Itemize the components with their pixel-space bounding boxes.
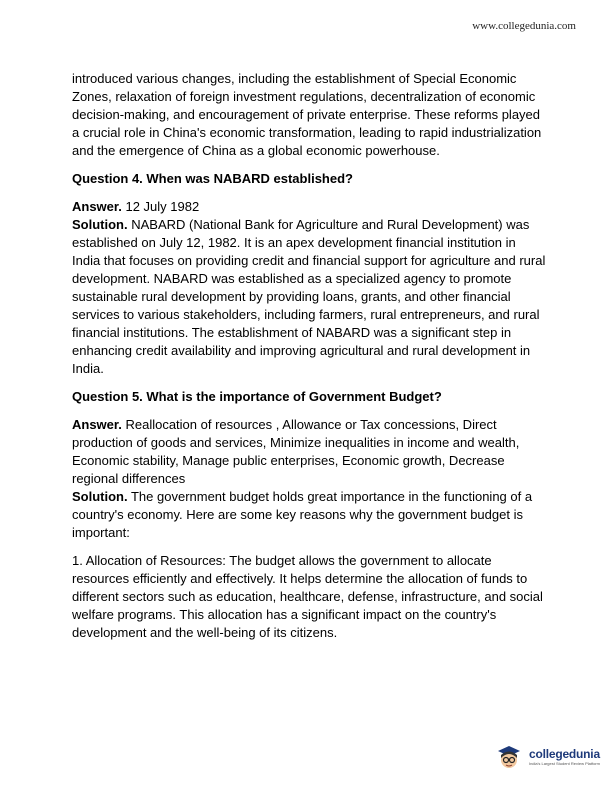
answer-text: Reallocation of resources , Allowance or Tax concessions, Direct production of goods and services, Minimize inequalities in income and wealth, Economic stability, Manage public enterprises, Economic growth, Decrease regional differences — [72, 417, 520, 486]
question-4: Question 4. When was NABARD established? — [72, 171, 353, 186]
solution-5 — [72, 488, 547, 542]
mascot-icon — [493, 740, 525, 772]
answer-5 — [72, 416, 547, 488]
solution-4 — [72, 216, 547, 378]
question-5: Question 5. What is the importance of Government Budget? — [72, 389, 442, 404]
point-1: 1. Allocation of Resources: The budget allows the government to allocate resources efficiently and effectively. It helps determine the allocation of funds to different sectors such as education, healthcare, defense, infrastructure, and social welfare programs. This allocation has a significant impact on the country's development and the well-being of its citizens. — [72, 553, 543, 640]
page-content — [72, 70, 547, 642]
intro-paragraph: introduced various changes, including the establishment of Special Economic Zones, relaxation of foreign investment regulations, decentralization of economic decision-making, and encouragement of private enterprise. These reforms played a crucial role in China's economic transformation, leading to rapid industrialization and the emergence of China as a global economic powerhouse. — [72, 71, 542, 158]
answer-label: Answer. — [72, 199, 122, 214]
logo-tagline: India's Largest Student Review Platform — [528, 760, 600, 766]
solution-label: Solution. — [72, 217, 128, 232]
answer-label: Answer. — [72, 417, 122, 432]
site-url: www.collegedunia.com — [472, 20, 576, 32]
solution-text: The government budget holds great importance in the functioning of a country's economy. Here are some key reasons why the government budget is important: — [72, 489, 533, 540]
solution-text: NABARD (National Bank for Agriculture and Rural Development) was established on July 12, 1982. It is an apex development financial institution in India that focuses on providing credit and financial support for agriculture and rural development. NABARD was established as a specialized agency to promote sustainable rural development by providing loans, grants, and other financial services to various stakeholders, including farmers, rural entrepreneurs, and rural financial institutions. The establishment of NABARD was a significant step in enhancing credit availability and improving agricultural and rural development in India. — [72, 217, 546, 376]
answer-4 — [72, 198, 547, 216]
logo-name: collegedunia — [528, 746, 600, 761]
collegedunia-logo — [493, 740, 600, 772]
solution-label: Solution. — [72, 489, 128, 504]
answer-text: 12 July 1982 — [121, 199, 200, 214]
